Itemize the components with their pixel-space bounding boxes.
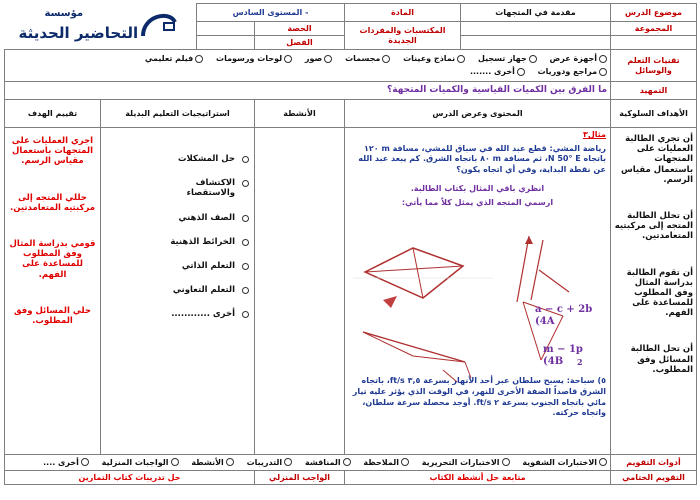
strategy-brainstorming[interactable]: الصف الذهني	[104, 213, 251, 223]
class-label: الفصل	[255, 36, 345, 50]
level-label: - المستوى السادس	[197, 4, 345, 22]
concepts-label: المكتسبات والمفردات الجديدة	[345, 22, 461, 50]
objective-3: أن تقوم الطالبة بدراسة المثال وفق المطلوب للمساعدة على الفهم.	[626, 267, 694, 319]
assess-homework[interactable]: الواجبات المنزلية	[102, 458, 179, 467]
lesson-plan-table	[4, 3, 697, 485]
topic-value: مقدمة في المتجهات	[461, 4, 611, 22]
topic-label: موضوع الدرس	[611, 4, 697, 22]
option-boards[interactable]: لوحات ورسومات	[216, 54, 292, 63]
content-area	[349, 130, 606, 452]
strategy-discovery[interactable]: الاكتشاف والاستقصاء	[165, 178, 251, 198]
resources-options	[5, 50, 611, 82]
logo-subtitle: مؤسسة	[44, 7, 84, 19]
assessment-label: أدوات التقويم	[611, 455, 697, 471]
content-cell	[345, 128, 611, 455]
objective-4: أن تحل الطالبة المسائل وفق المطلوب.	[630, 344, 694, 375]
objective-2: أن تحلل الطالبة المتجه إلى مركبتيه المتعامدتين.	[614, 210, 694, 242]
option-models[interactable]: مجسمات	[345, 54, 390, 63]
resources-label: تقنيات التعلم والوسائل	[611, 50, 697, 82]
instruction-2: ارسمي المتجه الذي يمثل كلاً مما يأتي:	[401, 197, 554, 207]
resources-row-1	[8, 54, 607, 64]
period-label: الحصة	[255, 22, 345, 36]
option-references[interactable]: مراجع ودوريات	[538, 67, 607, 76]
option-pictures[interactable]: صور	[305, 54, 332, 63]
col-strategies: استراتيجيات التعليم البديلة	[101, 100, 255, 128]
col-content: المحتوى وعرض الدرس	[345, 100, 611, 128]
intro-question: ما الفرق بين الكميات القياسية والكميات المتجهة؟	[5, 82, 611, 100]
strategy-other[interactable]: أخرى ............	[104, 309, 251, 319]
option-samples[interactable]: نماذج وعينات	[403, 54, 465, 63]
assess-discussion[interactable]: المناقشة	[305, 458, 351, 467]
strategy-mind-maps[interactable]: الخرائط الذهنية	[104, 237, 251, 247]
assess-written[interactable]: الاختبارات التحريرية	[422, 458, 510, 467]
strategies-cell	[101, 128, 255, 455]
example-title: مثال٣	[582, 130, 607, 139]
assess-other[interactable]: أخرى ....	[43, 458, 89, 467]
col-objectives: الأهداف السلوكية	[611, 100, 697, 128]
example-text: رياضة المشي: قطع عبد الله في سباق للمشي، مسافة m ١٢٠ باتجاه N 50° E، ثم مسافة m ٨٠ باتجاه الشرق. كم يبعد عبد الله عن نقطة البداية، وفي أي اتجاه يكون؟	[358, 143, 607, 175]
final-label: التقويم الختامي	[611, 471, 697, 485]
group-value	[461, 22, 611, 36]
assess-activities[interactable]: الأنشطة	[191, 458, 234, 467]
assessment-options	[5, 455, 611, 471]
col-evaluation: تقييم الهدف	[5, 100, 101, 128]
instruction-1: انظري باقي المثال بكتاب الطالبة.	[410, 183, 545, 193]
intro-label: التمهيد	[611, 82, 697, 100]
evaluation-1: اجري العمليات على المتجهات باستعمال مقياس الرسم.	[11, 136, 94, 167]
logo-icon	[139, 8, 179, 44]
evaluation-2: حللي المتجه إلى مركبتيه المتعامدتين.	[10, 192, 95, 213]
evaluation-3: قومي بدراسة المثال وفق المطلوب للمساعدة على الفهم.	[9, 238, 96, 280]
option-recorder[interactable]: جهاز تسجيل	[478, 54, 537, 63]
assess-oral[interactable]: الاختبارات الشفوية	[522, 458, 607, 467]
strategy-problem-solving[interactable]: حل المشكلات	[104, 154, 251, 164]
final-followup: متابعة حل أنشطة الكتاب	[345, 471, 611, 485]
strategy-self-learning[interactable]: التعلم الذاتي	[104, 261, 251, 271]
strategy-cooperative[interactable]: التعلم التعاوني	[104, 285, 251, 295]
equation-b-fraction: 2	[577, 357, 583, 367]
group-label: المجموعة	[611, 22, 697, 36]
assess-exercises[interactable]: التدريبات	[247, 458, 293, 467]
problem-text: ٥) سباحة: يسبح سلطان عبر أحد الأنهار بسرعة ٣,٥ ft/s، باتجاه الشرق قاصداً الضفة الأخرى للنهر، في الوقت الذي يؤثر عليه تيار مائي باتجاه الجنوب بسرعة ٢ ft/s. أوجد محصلة سرعة سلطان، واتجاه حركته.	[352, 376, 607, 418]
class-value	[197, 36, 255, 50]
evaluation-cell	[5, 128, 101, 455]
activities-cell	[255, 128, 345, 455]
col-activities: الأنشطة	[255, 100, 345, 128]
equation-a: a − c + 2b (4A	[535, 304, 593, 327]
resources-row-2	[8, 67, 607, 77]
period-value	[197, 22, 255, 36]
final-exercises: حل تدريبات كتاب التمارين	[5, 471, 255, 485]
option-film[interactable]: فيلم تعليمي	[145, 54, 203, 63]
option-projector[interactable]: أجهزة عرض	[550, 54, 607, 63]
group-value-3	[461, 36, 611, 50]
evaluation-4: حلي المسائل وفق المطلوب.	[13, 305, 92, 326]
group-value-2	[611, 36, 697, 50]
objective-1: أن تجري الطالبة العمليات على المتجهات باستعمال مقياس الرسم.	[621, 134, 694, 185]
subject-label: المادة	[345, 4, 461, 22]
equation-b: m − 1p (4B	[543, 344, 583, 367]
logo-cell	[5, 4, 197, 50]
assess-observation[interactable]: الملاحظة	[363, 458, 409, 467]
homework-label: الواجب المنزلي	[255, 471, 345, 485]
vector-diagram-left	[353, 238, 503, 318]
objectives-cell	[611, 128, 697, 455]
logo-title: التحاضير الحديثة	[18, 23, 139, 42]
option-other[interactable]: أخرى .......	[470, 67, 525, 76]
logo	[11, 6, 181, 50]
